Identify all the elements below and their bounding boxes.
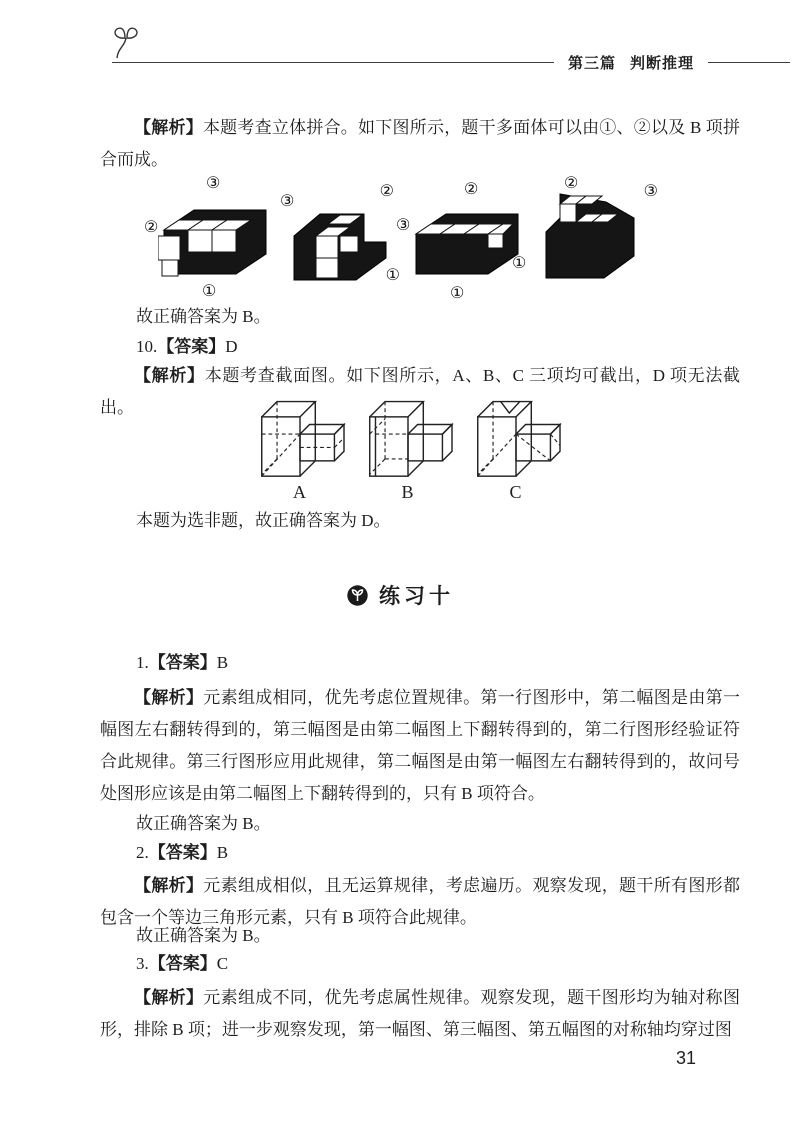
q9-conclusion: 故正确答案为 B。	[136, 307, 271, 326]
q9-analysis-paragraph	[100, 112, 740, 176]
q2-answer-line	[100, 842, 740, 864]
circled-3-label: ③	[396, 217, 411, 234]
circled-3-label: ③	[206, 175, 221, 192]
answer-label: 【答案】	[148, 843, 217, 862]
q1-analysis-text: 元素组成相同，优先考虑位置规律。第一行图形中，第二幅图是由第一幅图左右翻转得到的，第三幅图是由第二幅图上下翻转得到的，第二行图形经验证符合此规律。第三行图形应用此规律，第二幅图是由第一幅图左右翻转得到的，故问号处图形应该是由第二幅图上下翻转得到的，只有 B 项符合。	[100, 688, 741, 803]
cube-assembly-4-image	[530, 190, 652, 284]
circled-2-label: ②	[379, 183, 394, 200]
wireframe-shape-b	[358, 392, 463, 503]
q1-analysis-paragraph	[100, 682, 740, 810]
cube-assembly-3-image	[410, 204, 526, 282]
wireframe-shape-b-image	[358, 392, 458, 480]
answer-label: 【答案】	[148, 653, 217, 672]
q9-analysis-text: 本题考查立体拼合。如下图所示，题干多面体可以由①、②以及 B 项拼合而成。	[100, 118, 740, 169]
wireframe-shape-c-image	[466, 392, 566, 480]
q1-conclusion: 故正确答案为 B。	[136, 814, 271, 833]
cube-assembly-3	[396, 182, 514, 304]
header-rule-left	[112, 62, 554, 63]
circled-2-label: ②	[144, 219, 159, 236]
exercise-badge-icon	[346, 584, 369, 607]
answer-label: 【答案】	[157, 337, 226, 356]
analysis-label: 【解析】	[134, 118, 203, 137]
wireframe-shape-a	[250, 392, 355, 503]
page-number: 31	[676, 1048, 697, 1068]
q10-answer-line	[100, 336, 740, 358]
wireframe-shape-a-image	[250, 392, 350, 480]
circled-2-label: ②	[464, 181, 479, 198]
figure-label-c: C	[509, 482, 523, 502]
header-chapter-title	[568, 52, 694, 73]
analysis-label: 【解析】	[134, 688, 204, 707]
analysis-label: 【解析】	[134, 988, 204, 1007]
answer-letter: D	[225, 337, 238, 356]
chapter-name: 判断推理	[629, 56, 694, 72]
circled-2-label: ②	[564, 175, 579, 192]
cube-assembly-4	[512, 176, 658, 304]
cube-assembly-2-image	[288, 200, 400, 286]
figure-cut-sections	[100, 392, 740, 508]
answer-letter: C	[216, 954, 229, 973]
circled-1-label: ①	[202, 283, 217, 300]
header-rule-row	[112, 52, 790, 73]
chapter-section: 第三篇	[567, 56, 616, 72]
q2-conclusion: 故正确答案为 B。	[136, 926, 271, 945]
q3-analysis-paragraph	[100, 982, 740, 1046]
cube-assembly-2	[280, 184, 400, 304]
q3-analysis-text: 元素组成不同，优先考虑属性规律。观察发现，题干图形均为轴对称图形，排除 B 项；进一步观察发现，第一幅图、第三幅图、第五幅图的对称轴均穿过图	[100, 988, 741, 1039]
figure-cube-assemblies	[100, 176, 740, 304]
question-number: 10.	[136, 337, 158, 356]
analysis-label: 【解析】	[134, 876, 204, 895]
circled-3-label: ③	[643, 183, 658, 200]
answer-label: 【答案】	[148, 954, 217, 973]
question-number: 1.	[136, 653, 149, 672]
circled-1-label: ①	[512, 255, 527, 272]
cube-assembly-1	[144, 176, 284, 304]
header-rule-right	[708, 62, 790, 63]
circled-1-label: ①	[450, 285, 465, 302]
q10-conclusion: 本题为选非题，故正确答案为 D。	[136, 511, 391, 530]
q1-answer-line	[100, 652, 740, 674]
answer-letter: B	[216, 843, 229, 862]
figure-label-b: B	[401, 482, 415, 502]
answer-letter: B	[216, 653, 229, 672]
question-number: 2.	[136, 843, 149, 862]
circled-3-label: ③	[280, 193, 295, 210]
question-number: 3.	[136, 954, 149, 973]
q2-analysis-text: 元素组成相似，且无运算规律，考虑遍历。观察发现，题干所有图形都包含一个等边三角形元素，只有 B 项符合此规律。	[100, 876, 741, 927]
wireframe-shape-c	[466, 392, 571, 503]
q3-answer-line	[100, 953, 740, 975]
analysis-label: 【解析】	[134, 366, 205, 385]
exercise-heading-row	[0, 580, 800, 610]
cube-assembly-1-image	[158, 194, 282, 282]
q10-analysis-text: 本题考查截面图。如下图所示，A、B、C 三项均可截出，D 项无法截出。	[100, 366, 741, 417]
circled-1-label: ①	[385, 267, 400, 284]
figure-label-a: A	[293, 482, 307, 502]
exercise-heading-title: 练习十	[379, 584, 454, 608]
